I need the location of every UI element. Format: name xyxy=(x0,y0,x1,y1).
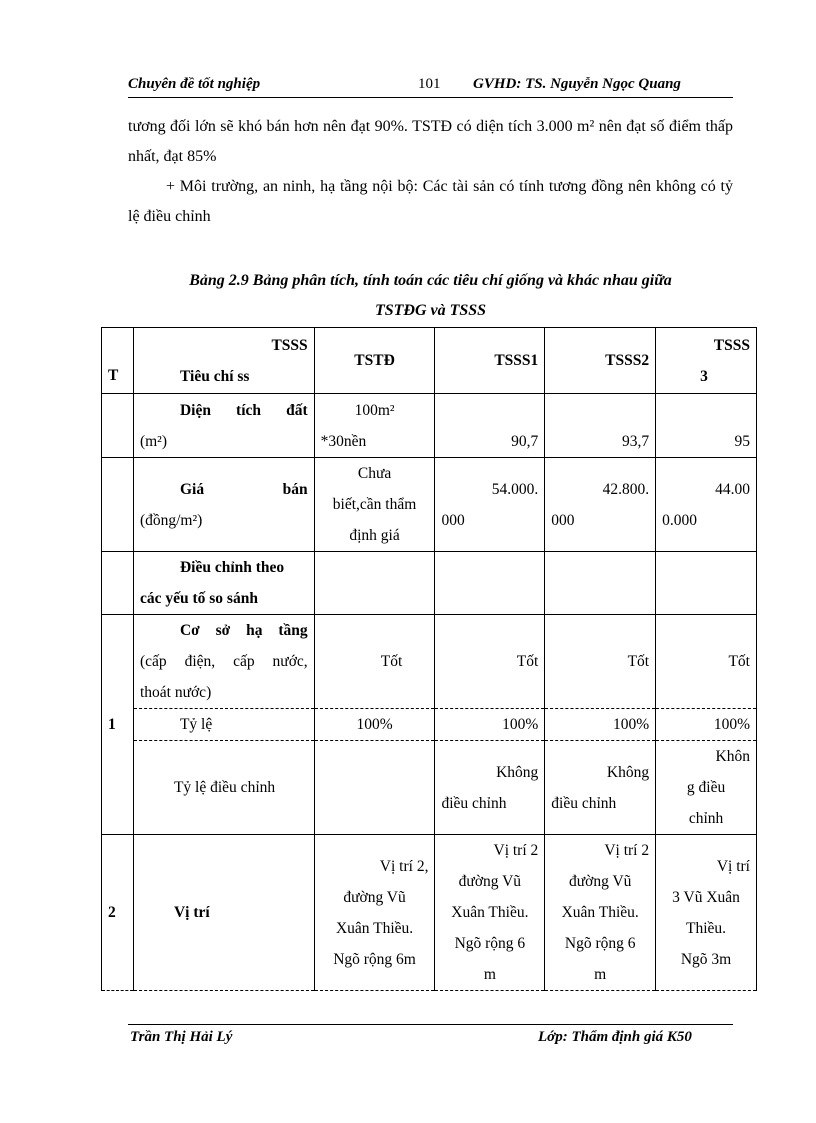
table-caption xyxy=(128,266,733,326)
infrastructure-line2: (cấp điện, cấp nước, xyxy=(139,653,308,670)
caption-line-1: Bảng 2.9 Bảng phân tích, tính toán các tiêu chí giống và khác nhau giữa xyxy=(189,272,672,289)
cell-infrastructure-tsss2: Tốt xyxy=(545,615,656,709)
header-title: Chuyên đề tốt nghiệp xyxy=(128,76,261,92)
price-tsss2-line2: 000 xyxy=(551,511,575,529)
cell-land-area-tsss3: 95 xyxy=(656,394,757,458)
cell-group-1-number: 1 xyxy=(102,615,134,835)
location-tsss3-line1: Vị trí xyxy=(716,857,750,875)
price-tsss1-line2: 000 xyxy=(441,511,465,529)
cell-adjustment-tsss2 xyxy=(545,741,656,835)
cell-adjustment-tstd xyxy=(314,741,435,835)
cell-empty xyxy=(314,552,435,615)
header-tstd: TSTĐ xyxy=(314,328,435,394)
location-tsss2-line3: Xuân Thiều. xyxy=(561,904,639,921)
header-tsss1: TSSS1 xyxy=(435,328,545,394)
table-row-land-area xyxy=(102,394,757,458)
cell-location-tsss2 xyxy=(545,835,656,991)
location-tstd-line2: đường Vũ xyxy=(343,888,406,906)
adjustment-tsss2-line1: Không xyxy=(606,763,650,781)
header-tsss3-line1: TSSS xyxy=(713,336,750,354)
table-row-infrastructure-ratio xyxy=(102,709,757,741)
price-tstd-line3: định giá xyxy=(349,527,400,544)
location-tsss1-line3: Xuân Thiều. xyxy=(451,904,529,921)
paragraph-environment: + Môi trường, an ninh, hạ tầng nội bộ: Các tài sản có tính tương đồng nên không có tỷ lệ điều chỉnh xyxy=(128,178,733,225)
cell-infrastructure-tsss3: Tốt xyxy=(656,615,757,709)
adjustment-tsss3-line2: g điều xyxy=(686,779,726,796)
cell-empty xyxy=(435,552,545,615)
cell-price-tsss1 xyxy=(435,458,545,552)
adjustment-tsss1-line1: Không xyxy=(496,763,539,781)
cell-price-tsss3 xyxy=(656,458,757,552)
location-tstd-line1: Vị trí 2, xyxy=(379,857,429,875)
table-row-location xyxy=(102,835,757,991)
footer-rule xyxy=(128,1024,733,1025)
comparison-table xyxy=(101,327,757,991)
table-row-price xyxy=(102,458,757,552)
table-row-adjustment-heading xyxy=(102,552,757,615)
price-tsss1-line1: 54.000. xyxy=(491,480,539,498)
cell-empty xyxy=(102,458,134,552)
adjustment-tsss1-line2: điều chỉnh xyxy=(441,794,507,812)
cell-price-tsss2 xyxy=(545,458,656,552)
cell-ratio-tsss3: 100% xyxy=(656,709,757,741)
location-tsss1-line2: đường Vũ xyxy=(458,873,522,890)
cell-land-area-tsss1: 90,7 xyxy=(435,394,545,458)
location-tsss1-line5: m xyxy=(483,966,496,983)
cell-land-area-tstd xyxy=(314,394,435,458)
price-tsss3-line1: 44.00 xyxy=(715,480,750,498)
price-tstd-line2: biết,cần thẩm xyxy=(332,496,417,513)
cell-adjustment-tsss1 xyxy=(435,741,545,835)
header-tsss3-line2: 3 xyxy=(700,367,708,385)
cell-location-tstd xyxy=(314,835,435,991)
location-tsss3-line4: Ngõ 3m xyxy=(680,950,732,968)
header-tsss3 xyxy=(656,328,757,394)
caption-line-2: TSTĐG và TSSS xyxy=(374,302,487,319)
cell-empty xyxy=(102,394,134,458)
table-row-infrastructure xyxy=(102,615,757,709)
location-tsss1-line1: Vị trí 2 xyxy=(493,842,539,859)
cell-ratio-tsss2: 100% xyxy=(545,709,656,741)
location-tsss2-line5: m xyxy=(594,966,607,983)
location-tsss3-line2: 3 Vũ Xuân xyxy=(672,888,740,906)
paragraph-area-score: tương đối lớn sẽ khó bán hơn nên đạt 90%. TSTĐ có diện tích 3.000 m² nên đạt số điểm thấp nhất, đạt 85% xyxy=(128,118,733,165)
header-tsss-label: TSSS xyxy=(271,336,308,354)
adjustment-tsss3-line3: chỉnh xyxy=(688,810,724,827)
adjustment-tsss3-line1: Khôn xyxy=(715,748,750,765)
header-tsss2: TSSS2 xyxy=(545,328,656,394)
price-tsss3-line2: 0.000 xyxy=(662,511,697,529)
location-tstd-line3: Xuân Thiều. xyxy=(335,919,414,937)
header-criteria-label: Tiêu chí ss xyxy=(179,367,250,385)
adjustment-heading-line1: Điều chỉnh theo xyxy=(179,559,285,576)
cell-ratio-tsss1: 100% xyxy=(435,709,545,741)
cell-infrastructure-tstd: Tốt xyxy=(314,615,435,709)
cell-infrastructure-tsss1: Tốt xyxy=(435,615,545,709)
infrastructure-line1: Cơ sở hạ tầng xyxy=(179,622,308,639)
cell-land-area-tsss2: 93,7 xyxy=(545,394,656,458)
land-area-tstd-line2: *30nền xyxy=(320,432,367,450)
price-tstd-line1: Chưa xyxy=(357,465,392,482)
cell-land-area-label xyxy=(133,394,314,458)
adjustment-heading-line2: các yếu tố so sánh xyxy=(139,590,258,607)
location-tsss2-line4: Ngõ rộng 6 xyxy=(564,935,636,952)
header-t: T xyxy=(102,328,134,394)
footer-author: Trần Thị Hải Lý xyxy=(130,1029,233,1045)
table-row-infrastructure-adjustment xyxy=(102,741,757,835)
cell-adjustment-tsss3 xyxy=(656,741,757,835)
cell-adjustment-heading xyxy=(133,552,314,615)
cell-location-tsss3 xyxy=(656,835,757,991)
cell-empty xyxy=(102,552,134,615)
cell-location-tsss1 xyxy=(435,835,545,991)
cell-empty xyxy=(656,552,757,615)
header-criteria xyxy=(133,328,314,394)
cell-adjustment-label: Tỷ lệ điều chỉnh xyxy=(133,741,314,835)
header-rule xyxy=(128,97,733,98)
location-tsss2-line2: đường Vũ xyxy=(569,873,632,890)
cell-empty xyxy=(545,552,656,615)
cell-infrastructure-label xyxy=(133,615,314,709)
price-label-line1: Giá bán xyxy=(179,480,308,498)
price-tsss2-line1: 42.800. xyxy=(602,480,650,498)
page-number: 101 xyxy=(418,76,441,92)
cell-ratio-label: Tỷ lệ xyxy=(133,709,314,741)
land-area-tstd-line1: 100m² xyxy=(354,401,395,419)
location-tsss2-line1: Vị trí 2 xyxy=(604,842,650,859)
location-tsss3-line3: Thiều. xyxy=(686,919,727,937)
price-label-line2: (đồng/m²) xyxy=(139,511,203,529)
location-tsss1-line4: Ngõ rộng 6 xyxy=(454,935,526,952)
adjustment-tsss2-line2: điều chỉnh xyxy=(551,794,617,812)
cell-group-2-number: 2 xyxy=(102,835,134,991)
cell-price-tstd xyxy=(314,458,435,552)
cell-price-label xyxy=(133,458,314,552)
footer-class: Lớp: Thẩm định giá K50 xyxy=(538,1029,692,1045)
land-area-label-line1: Diện tích đất xyxy=(179,401,308,419)
cell-ratio-tstd: 100% xyxy=(314,709,435,741)
cell-location-label: Vị trí xyxy=(133,835,314,991)
land-area-label-line2: (m²) xyxy=(139,432,167,450)
header-supervisor: GVHD: TS. Nguyễn Ngọc Quang xyxy=(473,76,681,92)
location-tstd-line4: Ngõ rộng 6m xyxy=(333,950,416,968)
table-header-row xyxy=(102,328,757,394)
infrastructure-line3: thoát nước) xyxy=(139,684,212,701)
